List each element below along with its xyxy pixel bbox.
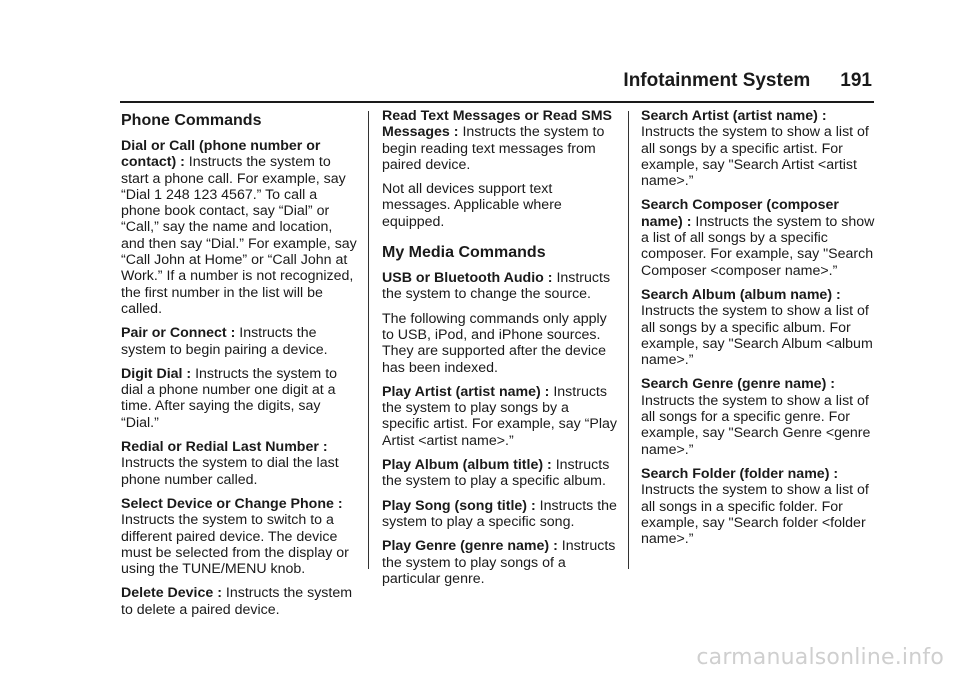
- entry-play-genre: [382, 538, 618, 587]
- note-text: Not all devices support text messages. Applicable where equipped.: [382, 181, 562, 230]
- entry-play-song: [382, 498, 618, 531]
- entry-desc: Instructs the system to play a specific song.: [382, 497, 617, 530]
- entry-desc: Instructs the system to start a phone call. For example, say “Dial 1 248 123 4567.” To call a phone book contact, say “Dial” or “Call,” say the name and location, and then say “Dial.” For example, say “Call John at Home” or “Call John at Work.” If a number is not recognized, the first number in the list will be called.: [121, 154, 357, 317]
- entry-dial-or-call: [121, 138, 357, 317]
- page-title: Infotainment System: [623, 70, 811, 91]
- entry-term: Play Genre (genre name) :: [382, 538, 558, 555]
- entry-desc: Instructs the system to play songs by a specific artist. For example, say “Play Artist <artist name>.”: [382, 383, 617, 449]
- entry-term: Pair or Connect :: [121, 325, 236, 342]
- entry-desc: Instructs the system to play a specific album.: [382, 457, 610, 490]
- entry-search-artist: [641, 108, 877, 189]
- entry-desc: Instructs the system to show a list of all songs in a specific folder. For example, say "Search folder <folder name>.”: [641, 482, 869, 548]
- section-title-my-media-commands: My Media Commands: [382, 244, 546, 262]
- entry-desc: Instructs the system to delete a paired device.: [121, 585, 353, 618]
- entry-term: Search Folder (folder name) :: [641, 465, 839, 482]
- entry-select-device: [121, 496, 357, 577]
- entry-desc: Instructs the system to show a list of all songs for a specific genre. For example, say "Search Genre <genre name>.”: [641, 392, 871, 458]
- entry-search-composer: [641, 197, 877, 278]
- entry-term: Search Genre (genre name) :: [641, 376, 835, 393]
- entry-term: Redial or Redial Last Number :: [121, 439, 328, 456]
- column-2: [382, 108, 618, 595]
- entry-term: Delete Device :: [121, 585, 222, 602]
- entry-term: Play Song (song title) :: [382, 497, 536, 514]
- entry-desc: Instructs the system to dial the last phone number called.: [121, 455, 339, 488]
- entry-pair-or-connect: [121, 325, 357, 358]
- entry-search-album: [641, 287, 877, 368]
- entry-desc: Instructs the system to change the source.: [382, 270, 611, 303]
- entry-play-artist: [382, 384, 618, 449]
- page-header: [623, 70, 872, 92]
- section-title-phone-commands: Phone Commands: [121, 112, 262, 129]
- entry-term: Search Composer (composer name) :: [641, 197, 839, 230]
- entry-term: Select Device or Change Phone :: [121, 495, 343, 512]
- entry-play-album: [382, 457, 618, 490]
- entry-redial: [121, 439, 357, 488]
- column-divider-2: [628, 111, 629, 569]
- header-rule: [120, 101, 874, 103]
- entry-usb-or-bluetooth: [382, 270, 618, 303]
- entry-desc: Instructs the system to show a list of all songs by a specific composer. For example, say "Search Composer <composer name>.”: [641, 213, 875, 279]
- entry-term: Dial or Call (phone number or contact) :: [121, 138, 321, 171]
- entry-term: USB or Bluetooth Audio :: [382, 270, 553, 287]
- column-1: [121, 108, 357, 626]
- entry-term: Read Text Messages or Read SMS Messages :: [382, 108, 612, 141]
- entry-digit-dial: [121, 366, 357, 431]
- entry-read-text-messages: [382, 108, 618, 173]
- entry-desc: Instructs the system to dial a phone number one digit at a time. After saying the digits, say “Dial.”: [121, 365, 338, 431]
- entry-term: Search Album (album name) :: [641, 286, 841, 303]
- note-text-indexed: The following commands only apply to USB, iPod, and iPhone sources. They are supported after the device has been indexed.: [382, 310, 607, 376]
- entry-desc: Instructs the system to begin pairing a device.: [121, 325, 328, 358]
- entry-desc: Instructs the system to play songs of a particular genre.: [382, 538, 616, 587]
- entry-search-genre: [641, 376, 877, 457]
- entry-search-folder: [641, 466, 877, 547]
- entry-desc: Instructs the system to switch to a different paired device. The device must be selected from the display or using the TUNE/MENU knob.: [121, 512, 349, 578]
- column-3: [641, 108, 877, 555]
- entry-term: Digit Dial :: [121, 365, 192, 382]
- entry-desc: Instructs the system to show a list of all songs by a specific artist. For example, say "Search Artist <artist name>.”: [641, 124, 869, 190]
- entry-term: Search Artist (artist name) :: [641, 108, 827, 124]
- entry-term: Play Album (album title) :: [382, 457, 552, 474]
- column-divider-1: [368, 111, 369, 569]
- entry-desc: Instructs the system to show a list of all songs by a specific album. For example, say "Search Album <album name>.”: [641, 303, 873, 369]
- page-number: 191: [840, 70, 872, 91]
- entry-desc: Instructs the system to begin reading text messages from paired device.: [382, 124, 605, 173]
- watermark: carmanualsonline.info: [696, 645, 944, 670]
- entry-term: Play Artist (artist name) :: [382, 383, 550, 400]
- entry-delete-device: [121, 585, 357, 618]
